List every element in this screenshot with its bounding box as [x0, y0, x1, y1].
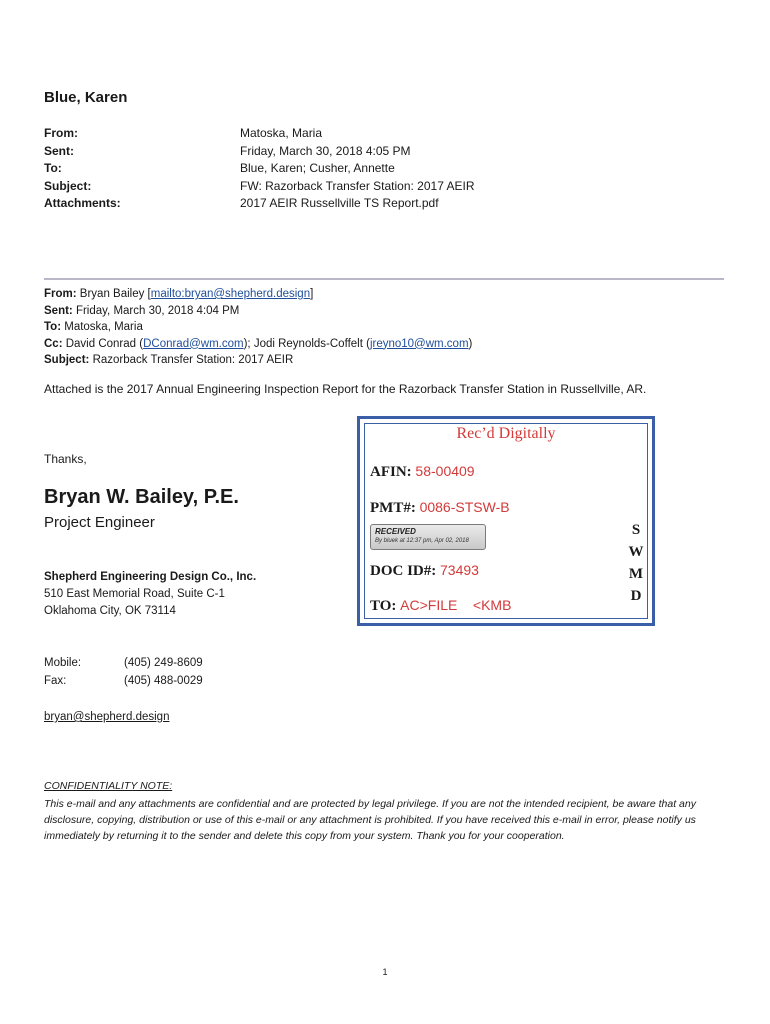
sender-email-link[interactable]: mailto:bryan@shepherd.design — [150, 288, 311, 300]
stamp-docid-value: 73493 — [440, 562, 479, 578]
stamp-inner-border — [364, 423, 648, 619]
forward-cc-line — [44, 336, 472, 353]
stamp-side-letters — [628, 519, 644, 607]
forward-from-line — [44, 286, 472, 303]
signature-email-link[interactable]: bryan@shepherd.design — [44, 711, 170, 723]
received-badge-subtitle: By bluek at 12:37 pm, Apr 02, 2018 — [375, 538, 469, 544]
header-row-attachments — [44, 195, 475, 213]
signature-company: Shepherd Engineering Design Co., Inc. — [44, 571, 257, 583]
forwarded-header — [44, 286, 472, 369]
header-divider — [44, 278, 724, 280]
forward-subject-line — [44, 352, 472, 369]
stamp-to-row — [370, 597, 511, 615]
cc-email-link-2[interactable]: jreyno10@wm.com — [369, 337, 469, 350]
document-title: Blue, Karen — [44, 89, 128, 106]
cc-email-link-1[interactable]: DConrad@wm.com — [143, 337, 244, 350]
header-row-sent — [44, 143, 475, 161]
confidentiality-text: This e-mail and any attachments are confidential and are protected by legal privilege. If you are not the intended recipient, be aware that any disclosure, copying, distribution or use of this e-mail or any attachment is prohibited. If you have received this e-mail in error, please notify us immediately by returning it to the sender and delete this copy from your system. Thank you for your cooperation. — [44, 798, 696, 842]
header-label: Subject: — [44, 178, 92, 193]
header-value: 2017 AEIR Russellville TS Report.pdf — [240, 196, 439, 210]
page-number: 1 — [382, 967, 388, 977]
signature-name: Bryan W. Bailey, P.E. — [44, 486, 239, 508]
stamp-pmt-row — [370, 499, 510, 517]
forward-from-label: From: — [44, 288, 77, 300]
header-value: Blue, Karen; Cusher, Annette — [240, 161, 395, 175]
forward-sent-line — [44, 303, 472, 320]
fax-row — [44, 675, 203, 687]
stamp-side-letter: D — [630, 588, 642, 604]
mobile-label: Mobile: — [44, 657, 82, 669]
signature-address-line-2: Oklahoma City, OK 73114 — [44, 605, 176, 617]
received-badge-title: RECEIVED — [375, 527, 416, 536]
stamp-docid-label: DOC ID#: — [370, 563, 437, 579]
email-header-table — [44, 125, 475, 213]
header-label: To: — [44, 161, 62, 175]
signature-title: Project Engineer — [44, 514, 155, 531]
forward-subject-label: Subject: — [44, 354, 90, 366]
forward-to-label: To: — [44, 321, 62, 333]
stamp-side-letter: S — [631, 522, 641, 538]
header-label: From: — [44, 126, 78, 140]
cc-mid: ); Jodi Reynolds-Coffelt ( — [243, 337, 370, 350]
signature-address-line-1: 510 East Memorial Road, Suite C-1 — [44, 588, 225, 600]
header-label: Attachments: — [44, 196, 121, 210]
stamp-to-value: AC>FILE <KMB — [400, 597, 512, 613]
closing-thanks: Thanks, — [44, 452, 87, 466]
message-body: Attached is the 2017 Annual Engineering Inspection Report for the Razorback Transfer Station in Russellville, AR. — [44, 382, 647, 396]
forward-from-end: ] — [310, 288, 314, 300]
stamp-afin-label: AFIN: — [370, 464, 412, 480]
header-label: Sent: — [44, 143, 74, 158]
stamp-afin-value: 58-00409 — [415, 463, 475, 479]
stamp-heading: Rec’d Digitally — [456, 425, 556, 442]
header-value: FW: Razorback Transfer Station: 2017 AEIR — [240, 178, 475, 193]
stamp-docid-row — [370, 562, 479, 580]
header-value: Friday, March 30, 2018 4:05 PM — [240, 143, 411, 158]
stamp-side-letter: W — [628, 544, 644, 560]
cc-end: ) — [468, 337, 473, 350]
forward-subject-value: Razorback Transfer Station: 2017 AEIR — [92, 354, 294, 366]
header-row-subject — [44, 178, 475, 196]
mobile-number: (405) 249-8609 — [124, 657, 203, 669]
stamp-side-letter: M — [628, 566, 644, 582]
stamp-afin-row — [370, 463, 475, 481]
forward-to-value: Matoska, Maria — [64, 321, 143, 333]
stamp-to-label: TO: — [370, 598, 397, 614]
confidentiality-heading: CONFIDENTIALITY NOTE: — [44, 780, 173, 792]
header-row-from — [44, 125, 475, 143]
stamp-pmt-label: PMT#: — [370, 500, 416, 516]
received-stamp — [357, 416, 655, 626]
received-badge — [370, 524, 486, 550]
forward-sent-value: Friday, March 30, 2018 4:04 PM — [75, 304, 240, 317]
cc-name-1: David Conrad ( — [65, 337, 144, 350]
forward-cc-label: Cc: — [44, 337, 63, 350]
fax-number: (405) 488-0029 — [124, 675, 203, 687]
forward-to-line — [44, 319, 472, 336]
forward-sent-label: Sent: — [44, 304, 73, 317]
stamp-pmt-value: 0086-STSW-B — [419, 499, 510, 515]
forward-from-name: Bryan Bailey [ — [79, 288, 151, 300]
fax-label: Fax: — [44, 675, 67, 687]
header-row-to — [44, 160, 475, 178]
header-value: Matoska, Maria — [240, 126, 323, 140]
mobile-row — [44, 657, 203, 669]
